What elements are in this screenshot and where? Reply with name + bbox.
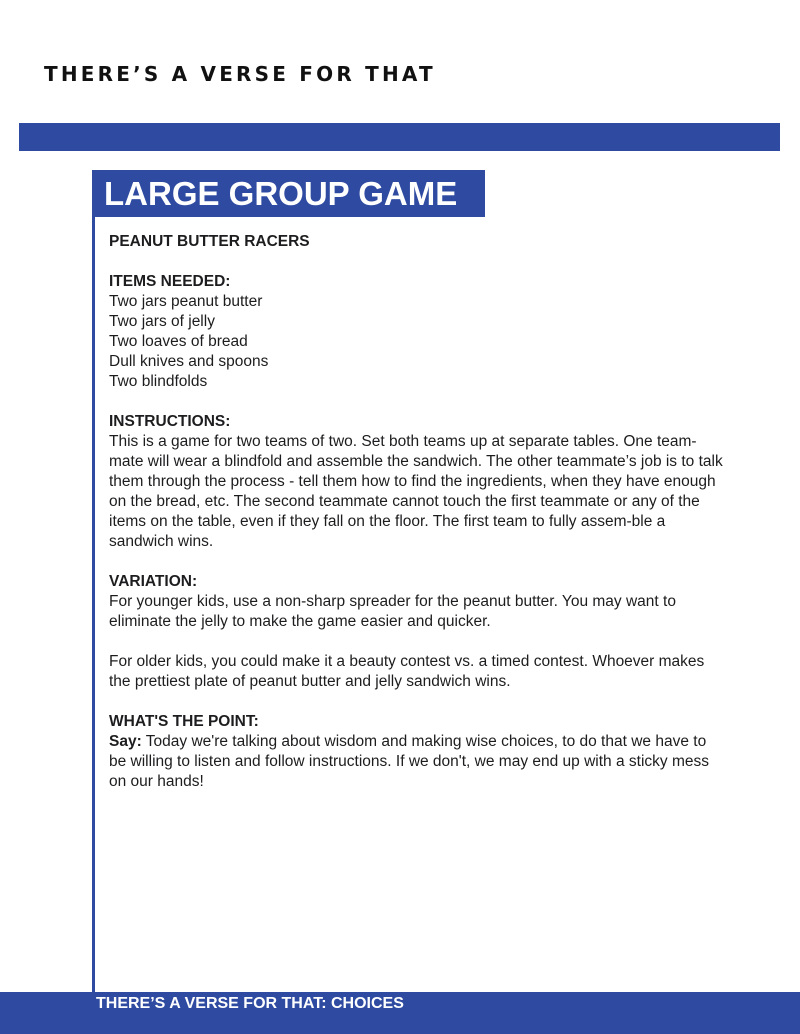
- game-title: PEANUT BUTTER RACERS: [109, 233, 310, 250]
- variation-heading: VARIATION:: [109, 573, 198, 590]
- variation-text-older: For older kids, you could make it a beauty contest vs. a timed contest. Whoever makes the prettiest plate of peanut butter and jelly sandwich wins.: [109, 653, 705, 690]
- point-heading: WHAT'S THE POINT:: [109, 713, 259, 730]
- list-item: Two jars peanut butter: [109, 293, 263, 310]
- top-accent-band: [19, 123, 780, 151]
- variation-text-younger: For younger kids, use a non-sharp spreader for the peanut butter. You may want to eliminate the jelly to make the game easier and quicker.: [109, 593, 676, 630]
- list-item: Two jars of jelly: [109, 313, 215, 330]
- say-label: Say:: [109, 733, 142, 750]
- list-item: Dull knives and spoons: [109, 353, 269, 370]
- list-item: Two loaves of bread: [109, 333, 248, 350]
- point-text: [109, 732, 724, 792]
- instructions-text: This is a game for two teams of two. Set both teams up at separate tables. One team-mate will wear a blindfold and assemble the sandwich. The other teammate’s job is to talk them through the process - tell them how to find the ingredients, when they have enough on the bread, etc. The second teammate cannot touch the first teammate or any of the items on the table, even if they fall on the floor. The first team to fully assem-ble a sandwich wins.: [109, 433, 723, 550]
- footer-text: THERE’S A VERSE FOR THAT: CHOICES: [96, 995, 404, 1012]
- items-heading: ITEMS NEEDED:: [109, 273, 231, 290]
- game-content: [109, 232, 724, 792]
- left-accent-rule: [92, 170, 95, 1000]
- items-list: [109, 292, 724, 392]
- section-heading: LARGE GROUP GAME: [95, 170, 485, 217]
- list-item: Two blindfolds: [109, 373, 208, 390]
- series-title: THERE’S A VERSE FOR THAT: [44, 62, 436, 86]
- instructions-heading: INSTRUCTIONS:: [109, 413, 231, 430]
- say-text: Today we're talking about wisdom and making wise choices, to do that we have to be willing to listen and follow instructions. If we don't, we may end up with a sticky mess on our hands!: [109, 733, 709, 790]
